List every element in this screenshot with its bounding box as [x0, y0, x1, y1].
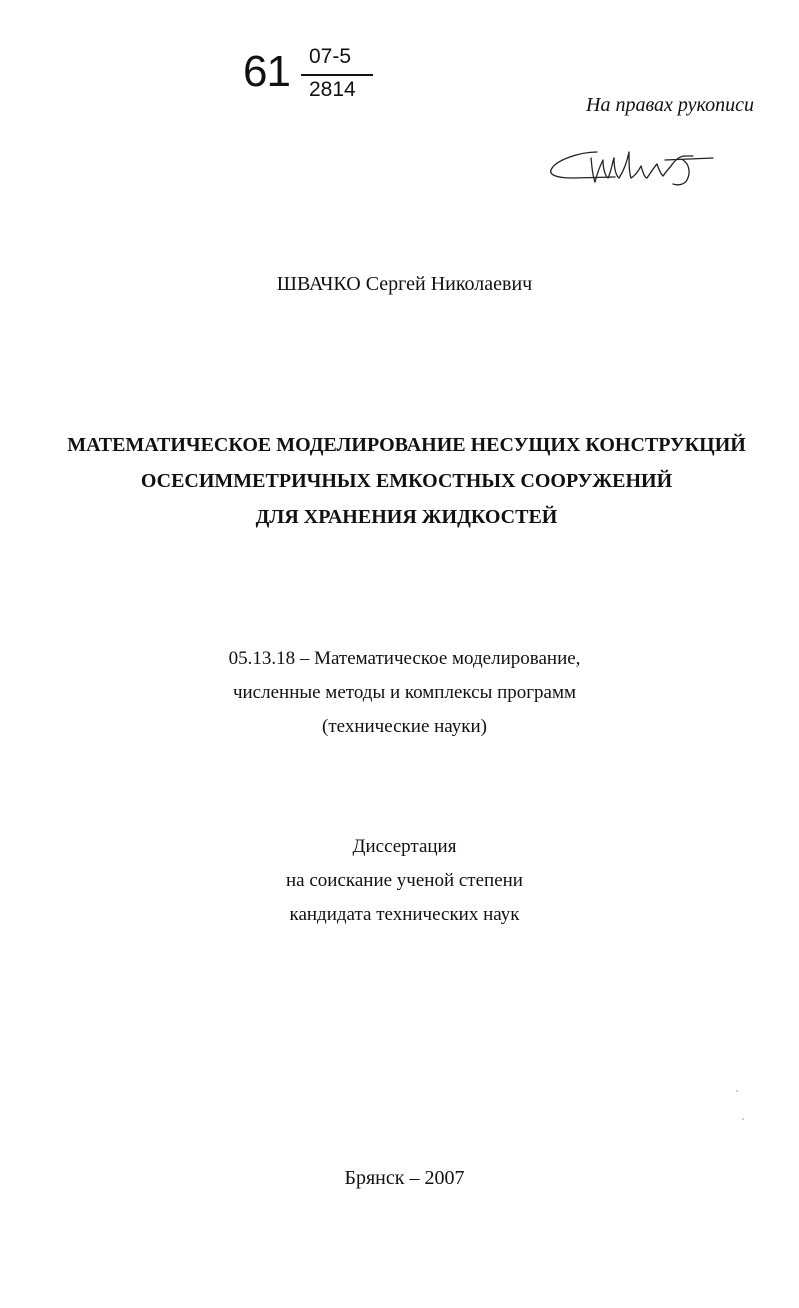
- rights-notice: На правах рукописи: [586, 94, 754, 116]
- degree-line: кандидата технических наук: [289, 904, 520, 925]
- scan-speck: [736, 1090, 738, 1092]
- author-name: ШВАЧКО Сергей Николаевич: [276, 273, 533, 295]
- specialty-line: численные методы и комплексы программ: [232, 682, 577, 703]
- degree-block: [0, 830, 799, 932]
- scan-speck: [742, 1118, 744, 1120]
- title-line: ОСЕСИММЕТРИЧНЫХ ЕМКОСТНЫХ СООРУЖЕНИЙ: [140, 470, 673, 492]
- signature: [545, 138, 720, 193]
- title-line: ДЛЯ ХРАНЕНИЯ ЖИДКОСТЕЙ: [255, 506, 558, 528]
- degree-line: Диссертация: [352, 836, 457, 857]
- stamp-denominator: 2814: [309, 78, 356, 101]
- title-line: МАТЕМАТИЧЕСКОЕ МОДЕЛИРОВАНИЕ НЕСУЩИХ КОНСТРУКЦИЙ: [67, 434, 746, 456]
- place-year: Брянск – 2007: [344, 1167, 465, 1189]
- specialty-block: [0, 642, 799, 744]
- dissertation-title: [0, 427, 799, 535]
- stamp-code: 61: [243, 47, 290, 96]
- degree-line: на соискание ученой степени: [286, 870, 523, 891]
- stamp-numerator: 07-5: [309, 45, 352, 68]
- stamp-fraction-line: [301, 74, 373, 76]
- specialty-line: 05.13.18 – Математическое моделирование,: [228, 648, 581, 669]
- specialty-line: (технические науки): [322, 716, 487, 737]
- library-stamp: [243, 46, 378, 106]
